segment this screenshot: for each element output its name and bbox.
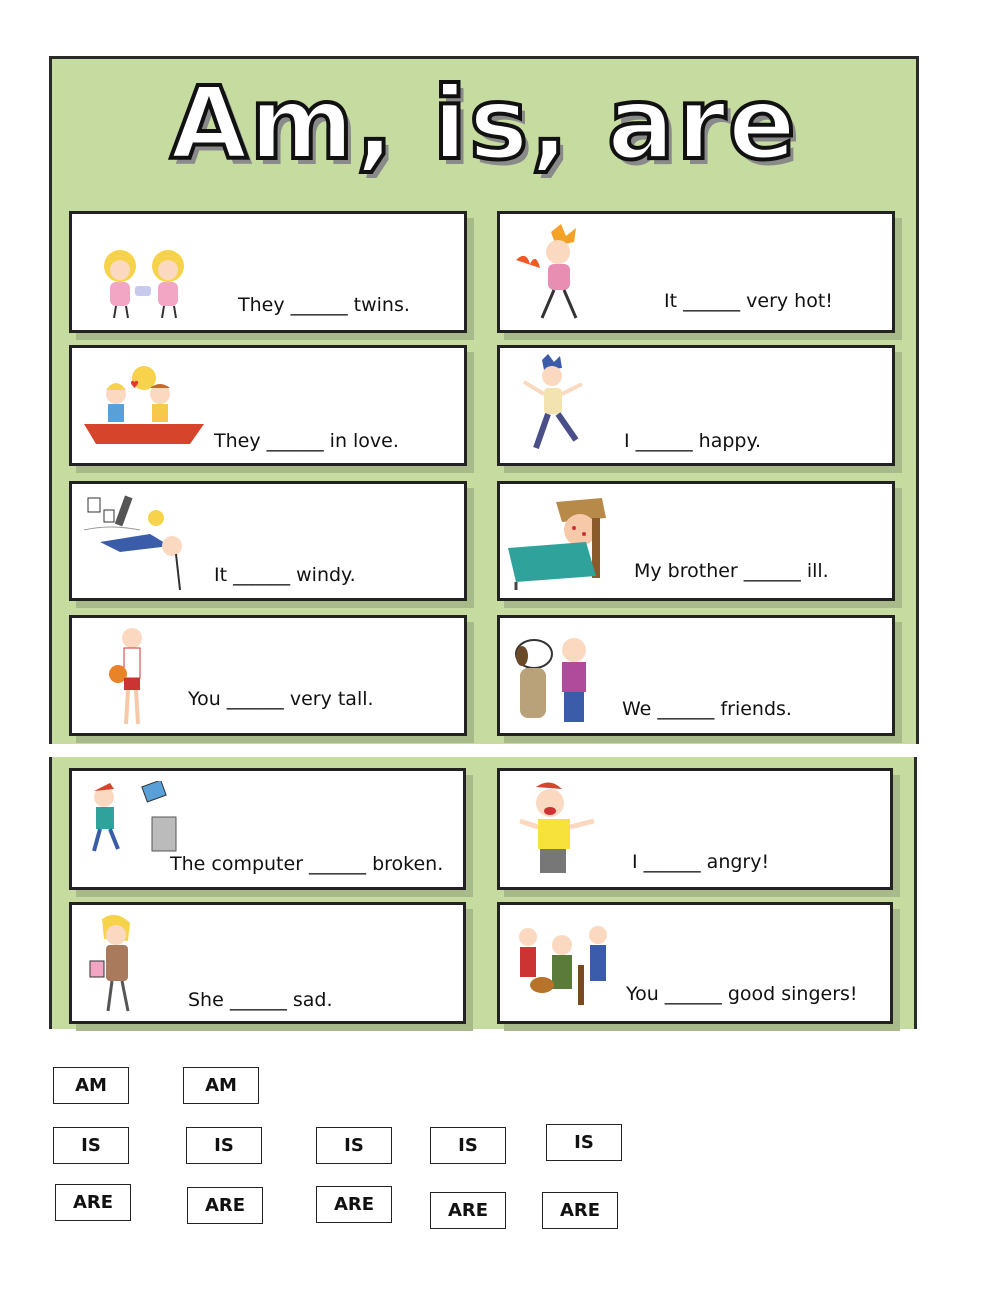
sentence-text: The computer ______ broken. xyxy=(170,853,444,875)
answer-chip-am[interactable]: AM xyxy=(53,1067,129,1104)
answer-chip-are[interactable]: ARE xyxy=(430,1192,506,1229)
answer-chip-are[interactable]: ARE xyxy=(187,1187,263,1224)
answer-chip-is[interactable]: IS xyxy=(186,1127,262,1164)
exercise-card-8 xyxy=(497,615,895,736)
exercise-card-11 xyxy=(69,902,466,1024)
sentence-text: She ______ sad. xyxy=(188,989,333,1011)
twin-girls-icon xyxy=(80,242,210,320)
man-throwing-computer-icon xyxy=(80,781,186,855)
windy-storm-icon xyxy=(80,490,190,594)
answer-chip-is[interactable]: IS xyxy=(53,1127,129,1164)
singing-band-icon xyxy=(508,915,620,1015)
answer-chip-are[interactable]: ARE xyxy=(316,1186,392,1223)
angry-man-icon xyxy=(510,777,610,881)
sentence-text: It ______ windy. xyxy=(214,564,356,586)
sentence-text: It ______ very hot! xyxy=(664,290,833,312)
worksheet-title: Am, is, are xyxy=(170,65,798,182)
sentence-text: They ______ twins. xyxy=(238,294,410,316)
sad-woman-icon xyxy=(82,911,152,1019)
sick-boy-bed-icon xyxy=(506,492,614,592)
exercise-card-10 xyxy=(497,768,893,890)
man-and-dog-icon xyxy=(506,624,606,730)
sentence-text: My brother ______ ill. xyxy=(634,560,829,582)
svg-text:♥: ♥ xyxy=(130,380,139,391)
tall-basketball-player-icon xyxy=(102,624,162,732)
exercise-card-1 xyxy=(69,211,467,333)
exercise-card-6 xyxy=(497,481,895,601)
sentence-text: They ______ in love. xyxy=(214,430,399,452)
exercise-card-9 xyxy=(69,768,466,890)
answer-chip-is[interactable]: IS xyxy=(546,1124,622,1161)
sentence-text: You ______ very tall. xyxy=(188,688,374,710)
exercise-card-2 xyxy=(497,211,895,333)
hot-person-icon xyxy=(506,222,606,326)
answer-chip-is[interactable]: IS xyxy=(430,1127,506,1164)
exercise-card-3 xyxy=(69,345,467,466)
dancing-man-icon xyxy=(512,354,596,462)
exercise-card-4 xyxy=(497,345,895,466)
exercise-card-5 xyxy=(69,481,467,601)
answer-chip-is[interactable]: IS xyxy=(316,1127,392,1164)
answer-chip-am[interactable]: AM xyxy=(183,1067,259,1104)
couple-boat-icon xyxy=(80,364,208,448)
sentence-text: I ______ angry! xyxy=(632,851,770,873)
answer-chip-are[interactable]: ARE xyxy=(55,1184,131,1221)
answer-chip-are[interactable]: ARE xyxy=(542,1192,618,1229)
exercise-card-7 xyxy=(69,615,467,736)
sentence-text: I ______ happy. xyxy=(624,430,762,452)
sentence-text: We ______ friends. xyxy=(622,698,792,720)
sentence-text: You ______ good singers! xyxy=(626,983,858,1005)
exercise-card-12 xyxy=(497,902,893,1024)
